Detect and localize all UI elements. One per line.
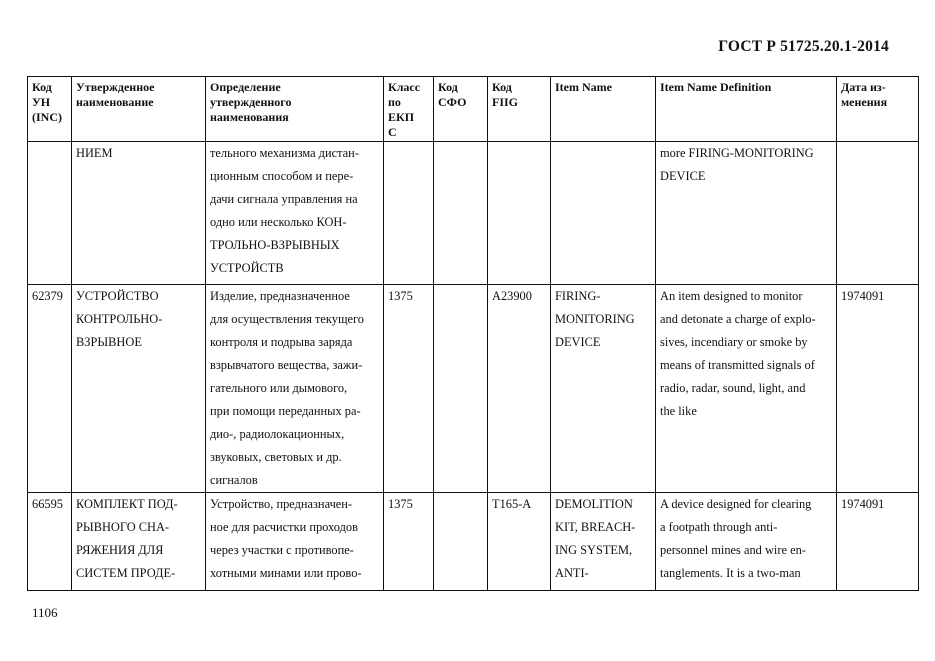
cell-approved-name: КОМПЛЕКТ ПОД- РЫВНОГО СНА- РЯЖЕНИЯ ДЛЯ СИСТЕМ ПРОДЕ- xyxy=(72,493,206,591)
col-header-item-definition: Item Name Definition xyxy=(656,77,837,142)
col-header-sfo: Код СФО xyxy=(434,77,488,142)
cell-approved-name: НИЕМ xyxy=(72,142,206,285)
cell-sfo xyxy=(434,142,488,285)
col-header-fiig: Код FIIG xyxy=(488,77,551,142)
cell-inc xyxy=(28,142,72,285)
cell-sfo xyxy=(434,493,488,591)
cell-item-name: FIRING- MONITORING DEVICE xyxy=(551,285,656,493)
page-number: 1106 xyxy=(32,605,58,620)
col-header-class: Класс по ЕКП С xyxy=(384,77,434,142)
table-row xyxy=(28,493,919,591)
nomenclature-table xyxy=(27,76,919,591)
col-header-approved-name: Утвержденное наименование xyxy=(72,77,206,142)
cell-definition: тельного механизма дистан- ционным способом и пере- дачи сигнала управления на одно или несколько КОН- ТРОЛЬНО-ВЗРЫВНЫХ УСТРОЙСТВ xyxy=(206,142,384,285)
cell-item-definition: An item designed to monitor and detonate a charge of explo- sives, incendiary or smoke by means of transmitted signals of radio, radar, sound, light, and the like xyxy=(656,285,837,493)
cell-sfo xyxy=(434,285,488,493)
cell-approved-name: УСТРОЙСТВО КОНТРОЛЬНО- ВЗРЫВНОЕ xyxy=(72,285,206,493)
cell-fiig: T165-A xyxy=(488,493,551,591)
cell-class xyxy=(384,142,434,285)
cell-fiig: A23900 xyxy=(488,285,551,493)
standard-code: ГОСТ Р 51725.20.1-2014 xyxy=(718,38,889,55)
table-row xyxy=(28,142,919,285)
col-header-definition: Определение утвержденного наименования xyxy=(206,77,384,142)
cell-item-definition: A device designed for clearing a footpath through anti- personnel mines and wire en- tanglements. It is a two-man xyxy=(656,493,837,591)
table-row xyxy=(28,285,919,493)
cell-inc: 62379 xyxy=(28,285,72,493)
cell-change-date: 1974091 xyxy=(837,493,919,591)
cell-item-name: DEMOLITION KIT, BREACH- ING SYSTEM, ANTI- xyxy=(551,493,656,591)
cell-class: 1375 xyxy=(384,493,434,591)
cell-change-date xyxy=(837,142,919,285)
cell-item-definition: more FIRING-MONITORING DEVICE xyxy=(656,142,837,285)
col-header-item-name: Item Name xyxy=(551,77,656,142)
col-header-inc: Код УН (INC) xyxy=(28,77,72,142)
cell-item-name xyxy=(551,142,656,285)
col-header-change-date: Дата из- менения xyxy=(837,77,919,142)
cell-inc: 66595 xyxy=(28,493,72,591)
table-header-row xyxy=(28,77,919,142)
cell-definition: Изделие, предназначенное для осуществления текущего контроля и подрыва заряда взрывчатого вещества, зажи- гательного или дымового, при помощи переданных ра- дио-, радиолокационных, звуковых, световых и др. сигналов xyxy=(206,285,384,493)
cell-fiig xyxy=(488,142,551,285)
cell-change-date: 1974091 xyxy=(837,285,919,493)
cell-class: 1375 xyxy=(384,285,434,493)
cell-definition: Устройство, предназначен- ное для расчистки проходов через участки с противопе- хотными минами или прово- xyxy=(206,493,384,591)
